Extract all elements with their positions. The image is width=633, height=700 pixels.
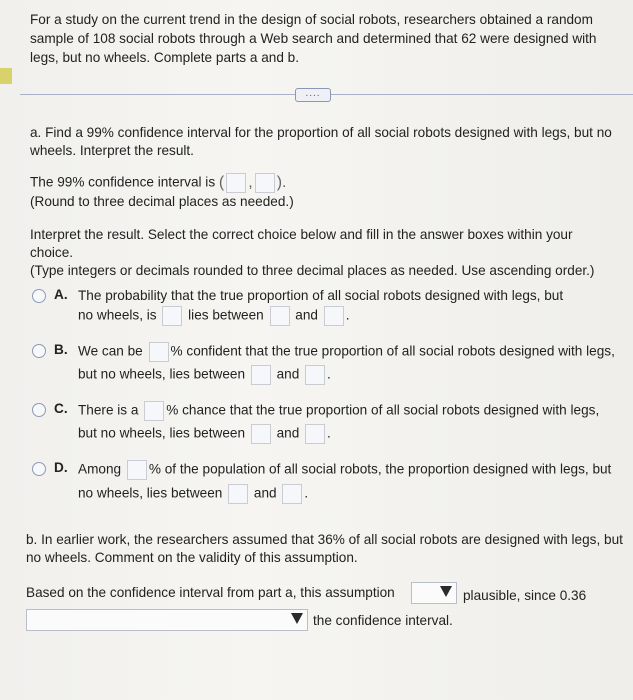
option-b-text-1: We can be — [78, 343, 143, 359]
option-d-lower-input[interactable] — [228, 484, 248, 504]
option-b-confidence-input[interactable] — [149, 342, 169, 362]
option-c-radio[interactable] — [32, 403, 46, 417]
option-b-text-3: but no wheels, lies between — [78, 366, 246, 382]
option-c-text-3: but no wheels, lies between — [78, 425, 246, 441]
part-b-prefix: Based on the confidence interval from part a, this assumption — [26, 585, 395, 600]
option-a-end: . — [345, 307, 350, 323]
ci-line — [30, 173, 286, 193]
interpret-note: (Type integers or decimals rounded to three decimal places as needed. Use ascending order.) — [30, 263, 595, 278]
chevron-down-icon — [291, 613, 303, 624]
option-c-text-1: There is a — [78, 402, 139, 418]
option-a-lower-input[interactable] — [270, 306, 290, 326]
ci-lower-input[interactable] — [226, 173, 246, 193]
option-b-upper-input[interactable] — [305, 365, 325, 385]
interval-relation-dropdown[interactable] — [26, 609, 308, 631]
option-a-text-1: no wheels, is — [78, 307, 157, 323]
option-d-end: . — [304, 485, 309, 501]
ci-comma: , — [248, 174, 253, 192]
option-d-line1 — [78, 460, 611, 480]
option-d-percent-input[interactable] — [127, 460, 147, 480]
option-d-radio[interactable] — [32, 462, 46, 476]
option-b-text-2: % confident that the true proportion of all social robots designed with legs, — [170, 343, 615, 359]
part-b-suffix: plausible, since 0.36 — [463, 588, 587, 603]
ci-answer-group — [219, 173, 287, 193]
option-a-letter: A. — [54, 287, 68, 302]
option-d-text-2: % of the population of all social robots, the proportion designed with legs, but — [148, 461, 612, 477]
part-b-line2: the confidence interval. — [313, 613, 453, 628]
chevron-down-icon — [440, 586, 452, 597]
option-c-letter: C. — [54, 401, 68, 416]
assumption-dropdown[interactable] — [411, 582, 457, 604]
option-c-end: . — [327, 425, 331, 441]
option-c-lower-input[interactable] — [251, 424, 271, 444]
ci-close-paren: ). — [276, 174, 287, 192]
option-a-line1: The probability that the true proportion of all social robots designed with legs, but — [78, 288, 564, 303]
option-a-radio[interactable] — [32, 289, 46, 303]
option-b-lower-input[interactable] — [251, 365, 271, 385]
option-d-text-1: Among — [78, 461, 122, 477]
option-c-chance-input[interactable] — [144, 401, 164, 421]
option-a-upper-input[interactable] — [324, 306, 344, 326]
option-c-text-2: % chance that the true proportion of all social robots designed with legs, — [166, 402, 600, 418]
option-c-text-4: and — [276, 425, 300, 441]
option-c-line1 — [78, 401, 599, 421]
ci-prefix: The 99% confidence interval is — [30, 174, 216, 190]
part-a-question: a. Find a 99% confidence interval for the proportion of all social robots designed with legs, but no wheels. Interpret the result. — [30, 125, 612, 158]
option-c-line2 — [78, 424, 331, 444]
option-d-text-3: no wheels, lies between — [78, 485, 223, 501]
rounding-note: (Round to three decimal places as needed.) — [30, 194, 294, 209]
show-more-button[interactable]: .... — [295, 88, 331, 102]
option-a-probability-input[interactable] — [162, 306, 182, 326]
part-b-question: b. In earlier work, the researchers assumed that 36% of all social robots are designed with legs, but no wheels. Comment on the validity of this assumption. — [26, 532, 623, 565]
option-b-letter: B. — [54, 342, 68, 357]
option-d-letter: D. — [54, 460, 68, 475]
option-b-line2 — [78, 365, 331, 385]
left-marker — [0, 68, 12, 84]
option-a-text-2: lies between — [188, 307, 264, 323]
option-b-radio[interactable] — [32, 344, 46, 358]
ci-upper-input[interactable] — [255, 173, 275, 193]
option-c-upper-input[interactable] — [305, 424, 325, 444]
option-a-text-3: and — [295, 307, 318, 323]
option-a-line2 — [78, 306, 350, 326]
option-b-line1 — [78, 342, 615, 362]
option-b-text-4: and — [276, 366, 300, 382]
ci-open-paren: ( — [218, 174, 225, 192]
interpret-prompt: Interpret the result. Select the correct choice below and fill in the answer boxes within your choice. — [30, 227, 573, 260]
option-d-text-4: and — [253, 485, 277, 501]
option-d-upper-input[interactable] — [282, 484, 302, 504]
option-b-end: . — [327, 366, 331, 382]
problem-intro: For a study on the current trend in the design of social robots, researchers obtained a random sample of 108 social robots through a Web search and determined that 62 were designed with legs, but no wheels. Complete parts a and b. — [30, 12, 597, 65]
option-d-line2 — [78, 484, 308, 504]
